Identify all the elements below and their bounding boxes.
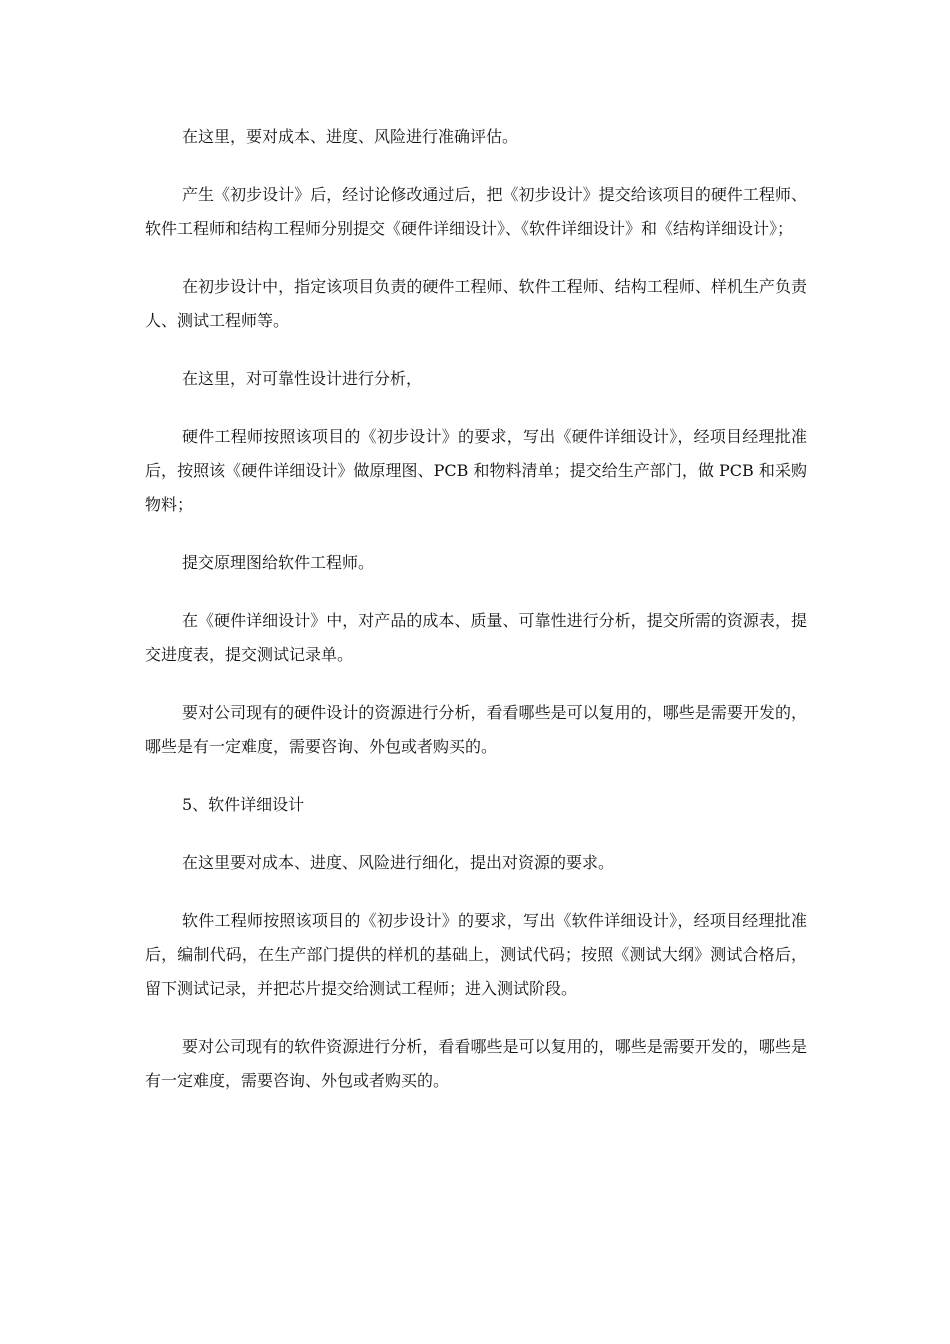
paragraph-submit-schematic: 提交原理图给软件工程师。 <box>182 553 375 572</box>
paragraph-software-resource-reuse: 要对公司现有的软件资源进行分析，看看哪些是可以复用的，哪些是需要开发的，哪些是有一定难度，需要咨询、外包或者购买的。 <box>145 1037 807 1090</box>
paragraph-software-cost-refinement: 在这里要对成本、进度、风险进行细化，提出对资源的要求。 <box>182 853 615 872</box>
paragraph-software-engineer-process: 软件工程师按照该项目的《初步设计》的要求，写出《软件详细设计》，经项目经理批准后，编制代码，在生产部门提供的样机的基础上，测试代码；按照《测试大纲》测试合格后，留下测试记录，并把芯片提交给测试工程师；进入测试阶段。 <box>145 911 807 998</box>
section-heading-software-detailed-design: 5、软件详细设计 <box>182 795 305 814</box>
paragraph-cost-evaluation: 在这里，要对成本、进度、风险进行准确评估。 <box>182 127 519 146</box>
paragraph-hardware-resource-reuse: 要对公司现有的硬件设计的资源进行分析，看看哪些是可以复用的，哪些是需要开发的，哪些是有一定难度，需要咨询、外包或者购买的。 <box>145 703 807 756</box>
document-body <box>145 120 807 1122</box>
paragraph-hardware-detailed-design: 硬件工程师按照该项目的《初步设计》的要求，写出《硬件详细设计》，经项目经理批准后，按照该《硬件详细设计》做原理图、PCB 和物料清单；提交给生产部门，做 PCB 和采购物料； <box>145 427 807 514</box>
paragraph-assign-engineers: 在初步设计中，指定该项目负责的硬件工程师、软件工程师、结构工程师、样机生产负责人、测试工程师等。 <box>145 277 807 330</box>
paragraph-reliability-analysis: 在这里，对可靠性设计进行分析， <box>182 369 423 388</box>
paragraph-preliminary-design-submission: 产生《初步设计》后，经讨论修改通过后，把《初步设计》提交给该项目的硬件工程师、软件工程师和结构工程师分别提交《硬件详细设计》、《软件详细设计》和《结构详细设计》； <box>145 185 807 238</box>
paragraph-hardware-analysis: 在《硬件详细设计》中，对产品的成本、质量、可靠性进行分析，提交所需的资源表，提交进度表，提交测试记录单。 <box>145 611 807 664</box>
